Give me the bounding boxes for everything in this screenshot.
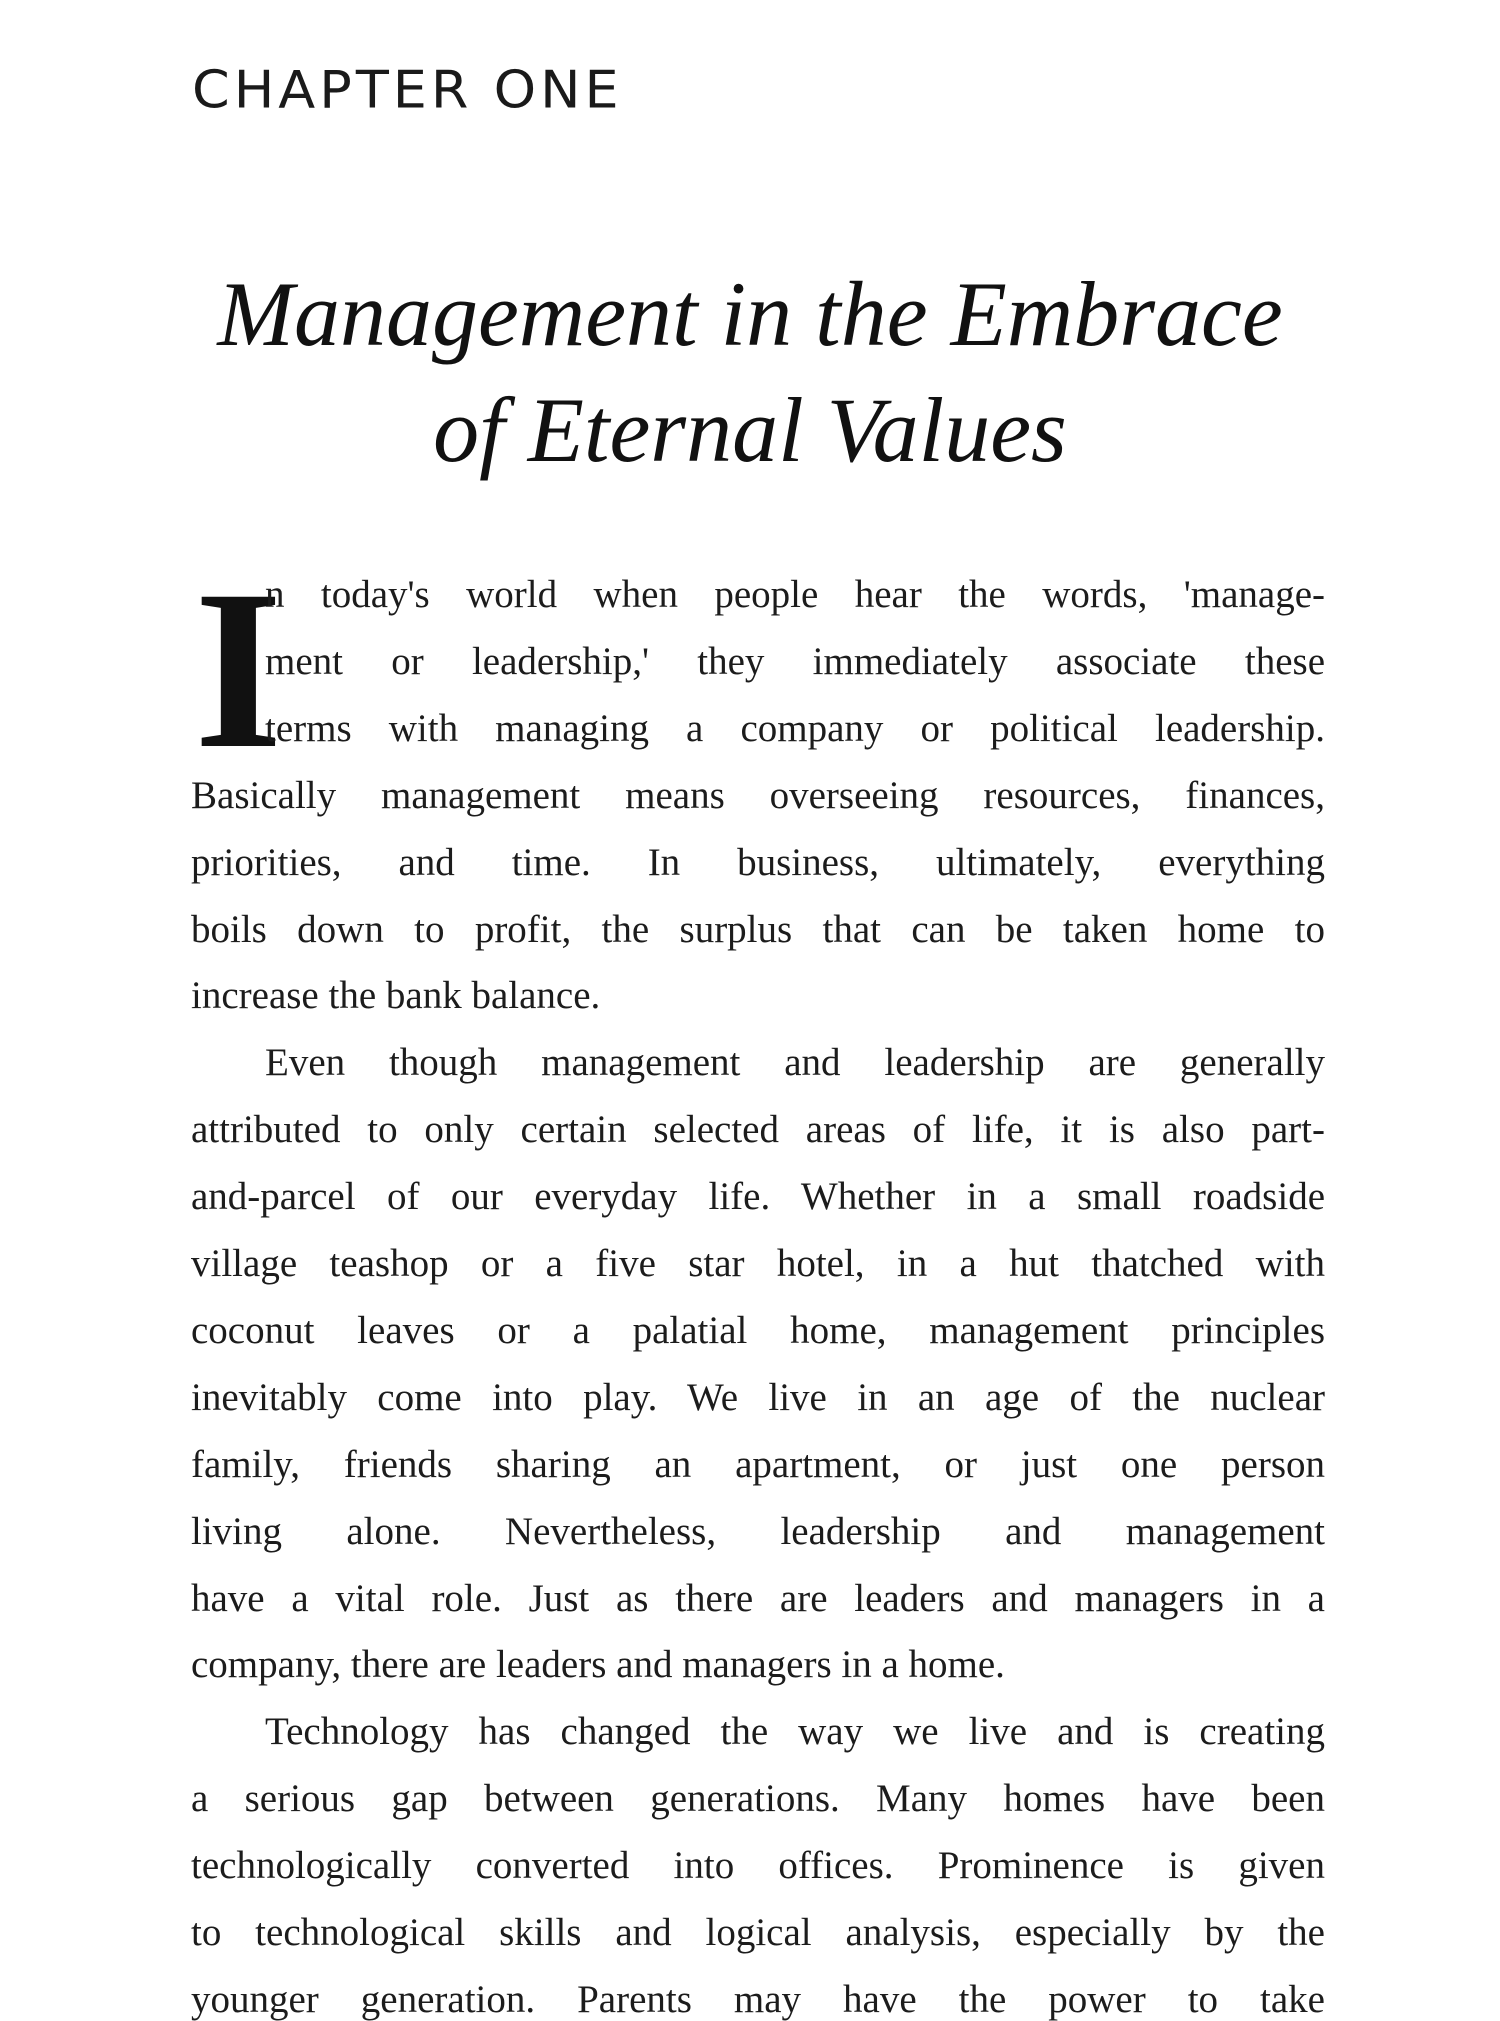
text-line: Even though management and leadership are generally <box>265 1041 1325 1085</box>
text-line: to technological skills and logical analysis, especially by the <box>191 1911 1325 1954</box>
text-line: boils down to profit, the surplus that can be taken home to <box>191 907 1325 951</box>
chapter-title-line-1: Management in the Embrace <box>217 263 1283 365</box>
text-line: living alone. Nevertheless, leadership and management <box>191 1509 1325 1553</box>
drop-cap: I <box>194 544 283 796</box>
text-line: company, there are leaders and managers in a home. <box>191 1643 1005 1687</box>
text-line: technologically converted into offices. Prominence is given <box>191 1844 1325 1888</box>
text-line: priorities, and time. In business, ultimately, everything <box>191 840 1325 884</box>
text-line: inevitably come into play. We live in an age of the nuclear <box>191 1375 1325 1419</box>
text-line: younger generation. Parents may have the power to take <box>191 1977 1325 2021</box>
text-line: n today's world when people hear the words, 'manage- <box>265 573 1325 616</box>
text-line: coconut leaves or a palatial home, management principles <box>191 1308 1325 1352</box>
text-line: attributed to only certain selected areas of life, it is also part- <box>191 1108 1325 1152</box>
text-line: have a vital role. Just as there are leaders and managers in a <box>191 1576 1325 1620</box>
text-line: family, friends sharing an apartment, or just one person <box>191 1442 1325 1486</box>
text-line: increase the bank balance. <box>191 974 601 1018</box>
chapter-title-line-2: of Eternal Values <box>433 379 1067 481</box>
chapter-label: CHAPTER ONE <box>192 60 623 120</box>
text-line: village teashop or a five star hotel, in a hut thatched with <box>191 1242 1325 1285</box>
text-line: a serious gap between generations. Many homes have been <box>191 1777 1325 1821</box>
text-line: terms with managing a company or political leadership. <box>265 706 1325 750</box>
text-line: Basically management means overseeing resources, finances, <box>191 773 1325 817</box>
text-line: Technology has changed the way we live and is creating <box>265 1710 1325 1754</box>
text-line: ment or leadership,' they immediately associate these <box>265 639 1325 683</box>
text-line: and-parcel of our everyday life. Whether in a small roadside <box>191 1175 1325 1219</box>
